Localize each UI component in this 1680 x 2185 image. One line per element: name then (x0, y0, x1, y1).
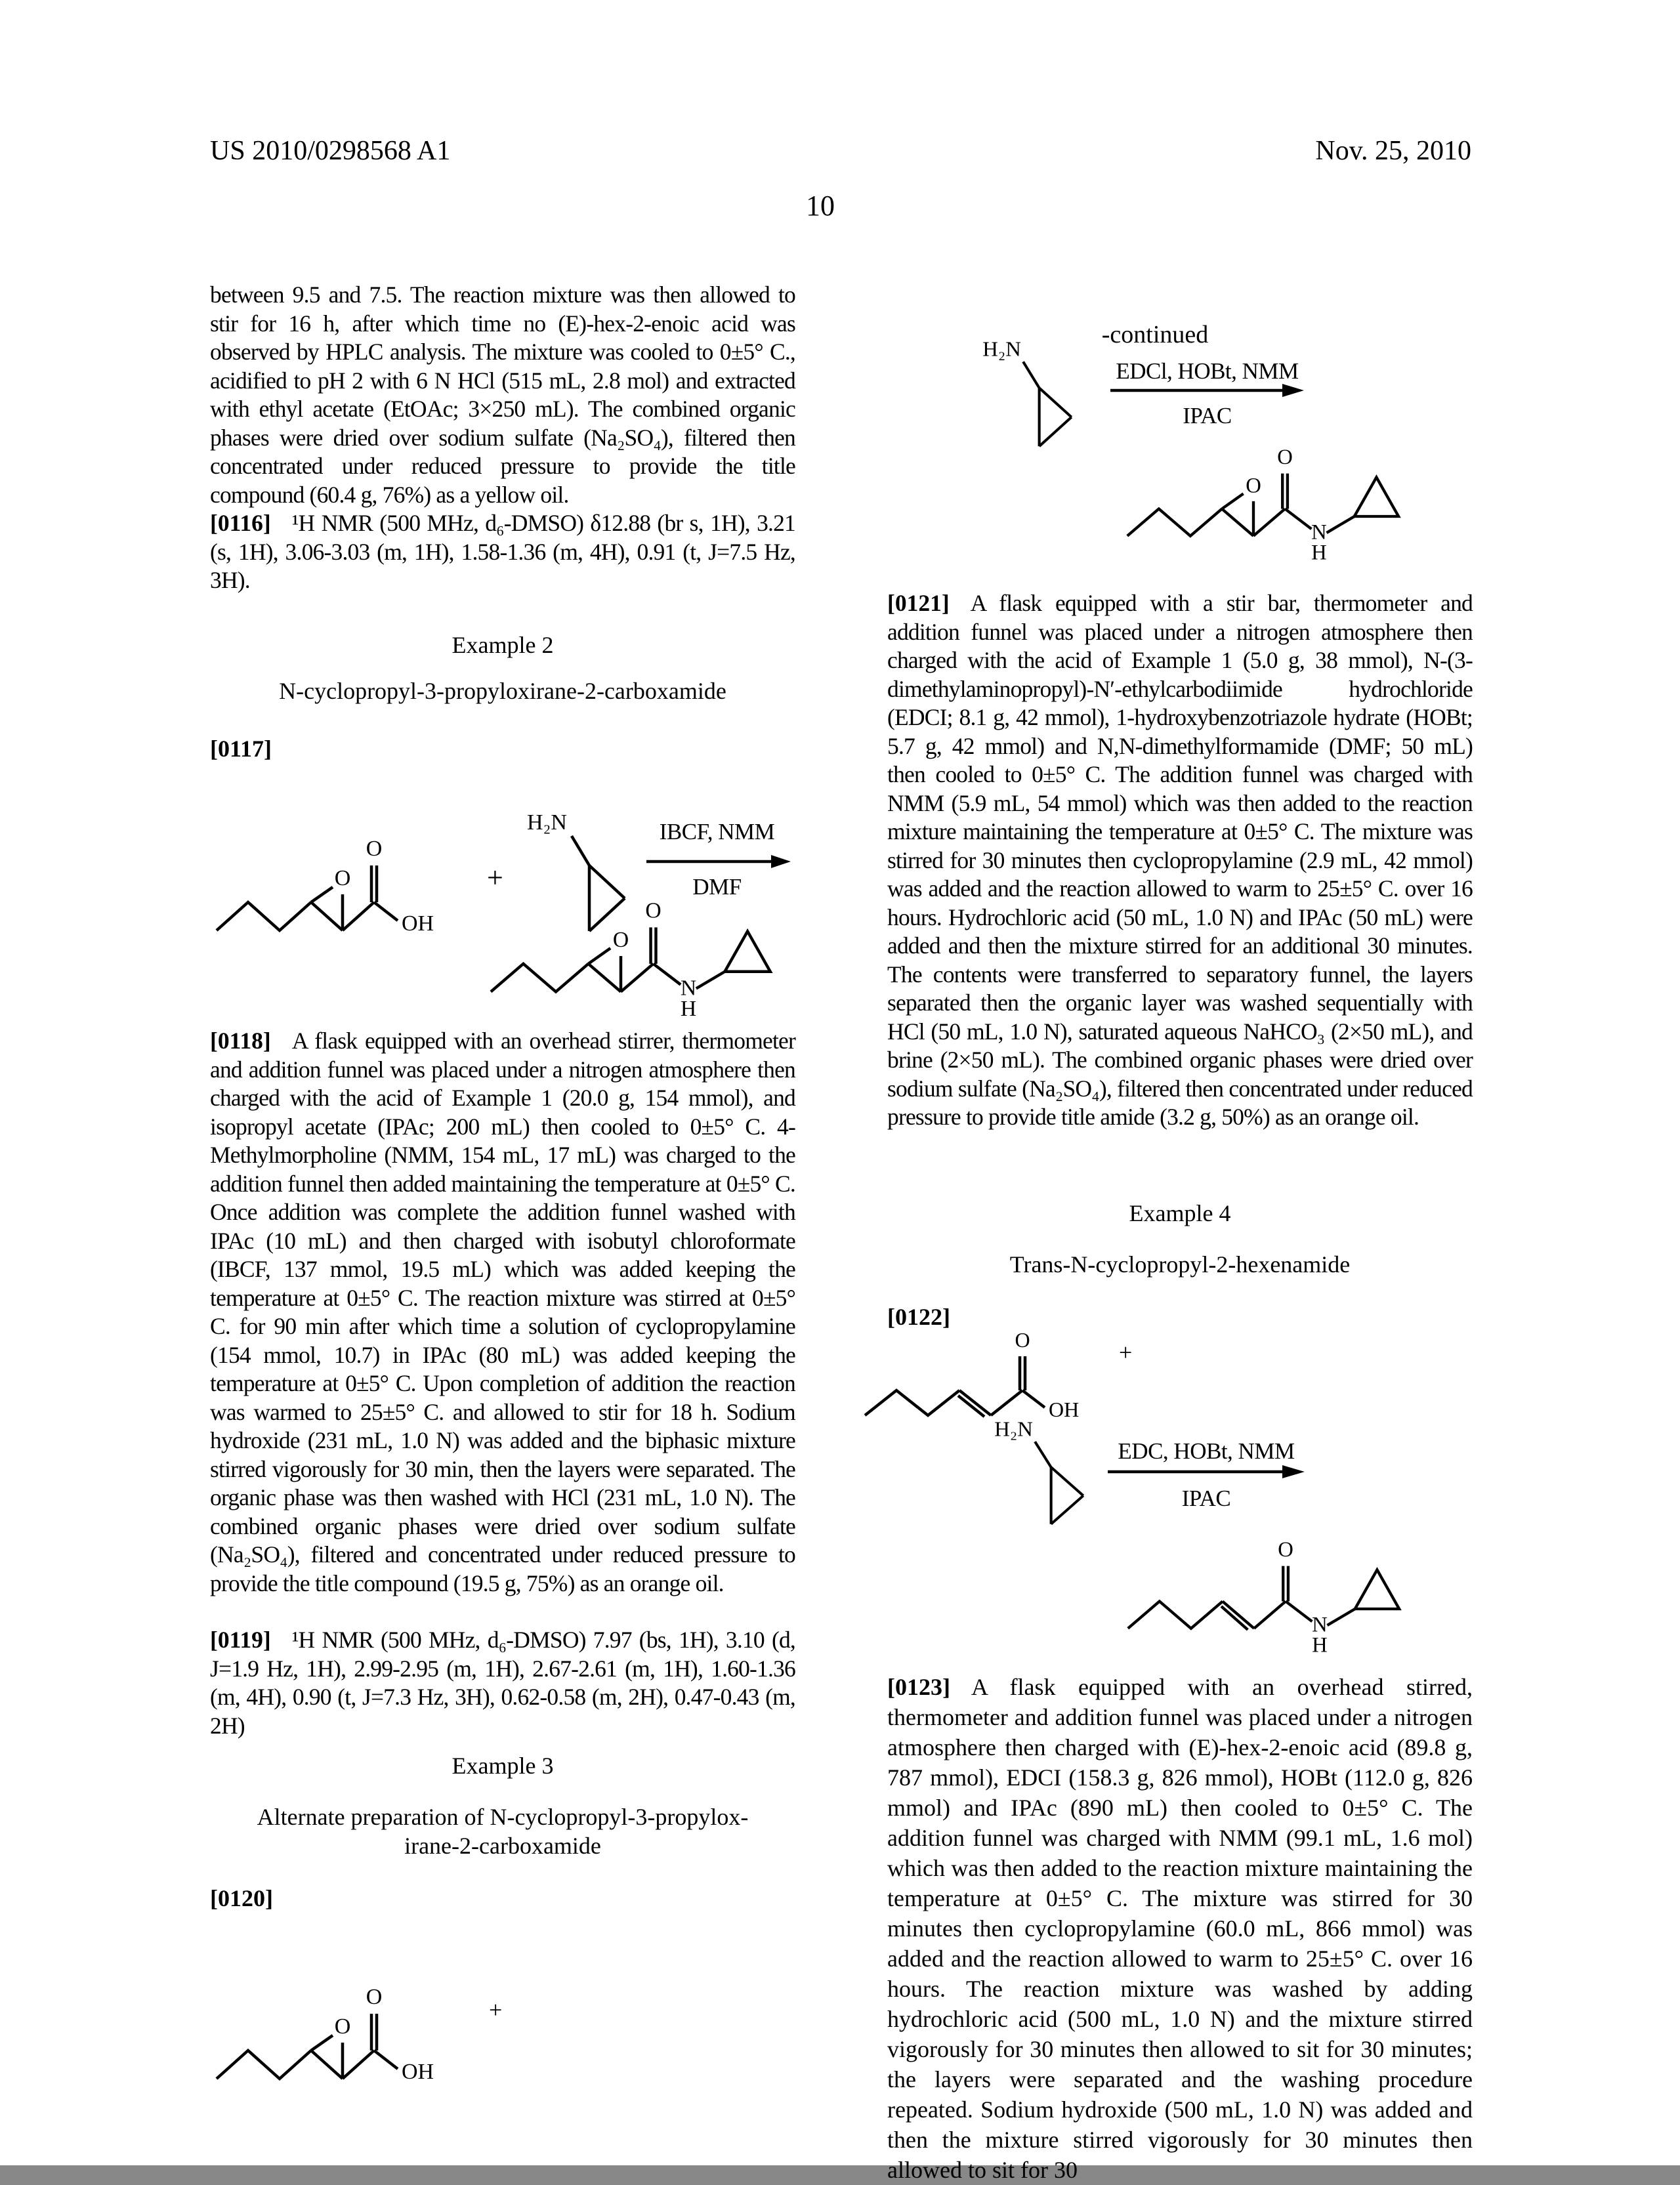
c-oh-bond (374, 902, 398, 921)
cyclopropane-ring (1354, 477, 1398, 516)
hydrogen-atom-label: H (1312, 1633, 1328, 1657)
cyclopropane-bond (1051, 1495, 1083, 1524)
example4-compound-title: Trans-N-cyclopropyl-2-hexenamide (1009, 1251, 1351, 1278)
n-c-bond (1327, 1609, 1354, 1625)
structure-cyclopropylamine (990, 1412, 1088, 1540)
propyl-chain-bond (491, 964, 589, 992)
structure-epoxide-amide (487, 886, 822, 1024)
nitrogen-atom-label: N (680, 976, 697, 1001)
n-c-bond (1035, 1442, 1051, 1467)
page-number: 10 (806, 190, 835, 222)
alkyl-chain-bond (865, 1390, 959, 1415)
reagents-above-arrow: IBCF, NMM (659, 819, 775, 844)
patent-number: US 2010/0298568 A1 (210, 136, 451, 166)
epoxide-cc-bond (588, 964, 621, 992)
epoxide-co-bond (588, 948, 610, 964)
paragraph-tag-0121: [0121] (887, 590, 950, 616)
reaction-arrow (646, 853, 791, 870)
n-c-bond (572, 836, 589, 865)
paragraph-tag-0123: [0123] (887, 1674, 950, 1700)
cyclopropane-bond (1040, 417, 1072, 446)
nmr-text-0116: ¹H NMR (500 MHz, d₆-DMSO) δ12.88 (br s, 1H), 3.21 (s, 1H), 3.06-3.03 (m, 1H), 1.58-1.36 (m, 4H), 0.91 (t, J=7.5 Hz, 3H). (210, 510, 795, 593)
procedure-text-0121: A flask equipped with a stir bar, thermometer and addition funnel was placed under a nitrogen atmosphere then charged with the acid of Example 1 (5.0 g, 38 mmol), N-(3-dimethylaminopropyl)-N′-ethylcarbodiimide hydrochloride (EDCI; 8.1 g, 42 mmol), 1-hydroxybenzotriazole hydrate (HOBt; 5.7 g, 42 mmol) and N,N-dimethylformamide (DMF; 50 mL) then cooled to 0±5° C. The addition funnel was charged with NMM (5.9 mL, 54 mmol) which was then added to the reaction mixture maintaining the temperature at 0±5° C. The mixture was stirred for 30 minutes then cyclopropylamine (2.9 mL, 42 mmol) was added and the reaction allowed to warm to 25±5° C. over 16 hours. Hydrochloric acid (50 mL, 1.0 N) and IPAc (50 mL) were added and then the mixture stirred for an additional 30 minutes. The contents were transferred to separatory funnel, the layers separated then the organic layer was washed sequentially with HCl (50 mL, 1.0 N), saturated aqueous NaHCO₃ (2×50 mL), and brine (2×50 mL). The combined organic phases were dried over sodium sulfate (Na₂SO₄), filtered then concentrated under reduced pressure to provide title amide (3.2 g, 50%) as an orange oil. (887, 590, 1473, 1130)
amine-label: H₂N (994, 1418, 1033, 1441)
cyclopropane-ring (724, 931, 770, 971)
hydroxyl-label: OH (402, 2060, 434, 2084)
structure-epoxide-acid (211, 802, 474, 956)
reagents-above-arrow: EDC, HOBt, NMM (1118, 1438, 1295, 1464)
oxygen-atom-label: O (1277, 446, 1293, 470)
continued-label: -continued (1101, 321, 1209, 348)
arrow-head (1282, 384, 1304, 397)
solvent-below-arrow: IPAC (1181, 1486, 1231, 1511)
oxygen-atom-label: O (1015, 1328, 1030, 1352)
procedure-text-0123: A flask equipped with an overhead stirred, thermometer and addition funnel was placed under a nitrogen atmosphere then charged with (E)-hex-2-enoic acid (89.8 g, 787 mmol), EDCI (158.3 g, 826 mmol), HOBt (112.0 g, 826 mmol) and IPAc (890 mL) then cooled to 0±5° C. The addition funnel was charged with NMM (99.1 mL, 1.6 mol) which was then added to the reaction mixture maintaining the temperature at 0±5° C. The mixture was stirred for 30 minutes then cyclopropylamine (60.0 mL, 866 mmol) was added and the reaction allowed to warm to 25±5° C. over 16 hours. The reaction mixture was washed by adding hydrochloric acid (500 mL, 1.0 N) and the mixture stirred vigorously for 30 minutes then allowed to sit for 30 minutes; the layers were separated and the washing procedure repeated. Sodium hydroxide (500 mL, 1.0 N) was added and then the mixture stirred vigorously for 30 minutes then allowed to sit for 30 (887, 1674, 1473, 2183)
reagents-above-arrow: EDCl, HOBt, NMM (1116, 358, 1299, 384)
hydroxyl-label: OH (1049, 1398, 1080, 1421)
example2-compound-title: N-cyclopropyl-3-propyloxirane-2-carboxamide (279, 678, 726, 704)
epoxide-cc-bond (311, 2050, 343, 2079)
reaction-arrow (1108, 1463, 1305, 1480)
arrow-head (771, 855, 791, 868)
paragraph-continuation (210, 281, 795, 595)
hydrogen-atom-label: H (680, 997, 697, 1022)
cyclopropane-ring (1355, 1570, 1399, 1609)
paragraph-tag-0122: [0122] (887, 1304, 950, 1330)
paragraph-0118 (210, 1027, 795, 1598)
c-oh-bond (374, 2050, 398, 2069)
n-c-bond (696, 972, 725, 989)
propyl-chain-bond (217, 902, 311, 930)
plus-sign: + (489, 1997, 503, 2023)
nitrogen-atom-label: N (1312, 1613, 1328, 1637)
oxygen-atom-label: O (334, 866, 351, 890)
structure-epoxide-amide (1124, 433, 1448, 567)
arrow-head (1282, 1465, 1305, 1478)
amine-label: H₂N (527, 810, 567, 835)
paragraph-tag-0117: [0117] (210, 736, 272, 762)
cc-bond (343, 902, 374, 930)
structure-cyclopropylamine (978, 331, 1076, 463)
structure-epoxide-acid (211, 1950, 474, 2104)
paragraph-tag-0120: [0120] (210, 1885, 273, 1911)
alkene-bond (959, 1390, 991, 1415)
hydroxyl-label: OH (402, 911, 434, 936)
example3-title-line2: irane-2-carboxamide (404, 1833, 601, 1859)
cyclopropane-bond (1051, 1467, 1083, 1495)
c-n-bond (1285, 509, 1311, 529)
c-n-bond (654, 964, 681, 985)
publication-date: Nov. 25, 2010 (1315, 136, 1471, 166)
alkene-bond (1223, 1601, 1254, 1628)
hydrogen-atom-label: H (1311, 541, 1327, 565)
example2-heading: Example 2 (452, 632, 554, 658)
body-text: between 9.5 and 7.5. The reaction mixture was then allowed to stir for 16 h, after which time no (E)-hex-2-enoic acid was observed by HPLC analysis. The mixture was cooled to 0±5° C., acidified to pH 2 with 6 N HCl (515 mL, 2.8 mol) and extracted with ethyl acetate (EtOAc; 3×250 mL). The combined organic phases were dried over sodium sulfate (Na₂SO₄), filtered then concentrated under reduced pressure to provide the title compound (60.4 g, 76%) as a yellow oil. (210, 281, 795, 508)
epoxide-cc-bond (1222, 509, 1253, 535)
example3-heading: Example 3 (452, 1753, 554, 1779)
oxygen-atom-label: O (366, 837, 383, 861)
epoxide-co-bond (1222, 493, 1244, 509)
oxygen-atom-label: O (645, 898, 662, 923)
plus-sign: + (1119, 1339, 1133, 1365)
nitrogen-atom-label: N (1311, 520, 1327, 545)
reaction-arrow (1110, 382, 1304, 399)
paragraph-0121 (887, 589, 1473, 1132)
oxygen-atom-label: O (612, 928, 629, 953)
propyl-chain-bond (217, 2050, 311, 2079)
paragraph-0116 (210, 509, 795, 595)
n-c-bond (1023, 362, 1040, 388)
procedure-text-0118: A flask equipped with an overhead stirrer, thermometer and addition funnel was placed under a nitrogen atmosphere then charged with the acid of Example 1 (20.0 g, 154 mmol), and isopropyl acetate (IPAc; 200 mL) then cooled to 0±5° C. 4-Methylmorpholine (NMM, 154 mL, 17 mL) was charged to the addition funnel then added maintaining the temperature at 0±5° C. Once addition was complete the addition funnel washed with IPAc (10 mL) and then charged with isobutyl chloroformate (IBCF, 137 mmol, 19.5 mL) which was added keeping the temperature at 0±5° C. The reaction mixture was stirred at 0±5° C. for 90 min after which time a solution of cyclopropylamine (154 mmol, 10.7) in IPAc (80 mL) was added keeping the temperature at 0±5° C. Upon completion of addition the reaction was warmed to 25±5° C. and allowed to stir for 18 h. Sodium hydroxide (231 mL, 1.0 N) was added and the biphasic mixture stirred vigorously for 30 min, then the layers were separated. The organic phase was then washed with HCl (231 mL, 1.0 N). The combined organic phases were dried over sodium sulfate (Na₂SO₄), filtered and concentrated under reduced pressure to provide the title compound (19.5 g, 75%) as an orange oil. (210, 1028, 795, 1596)
epoxide-co-bond (311, 2035, 333, 2050)
plus-sign: + (487, 862, 503, 894)
cc-bond (343, 2050, 374, 2079)
paragraph-0119 (210, 1626, 795, 1740)
oxygen-atom-label: O (366, 1985, 383, 2009)
cc-bond (1254, 1601, 1286, 1628)
epoxide-cc-bond (311, 902, 343, 930)
structure-hexenoic-acid (860, 1309, 1089, 1427)
oxygen-atom-label: O (1246, 474, 1261, 498)
paragraph-tag-0116: [0116] (210, 510, 271, 536)
alkyl-chain-bond (1128, 1601, 1223, 1628)
c-n-bond (1286, 1601, 1312, 1621)
epoxide-co-bond (311, 887, 333, 902)
paragraph-tag-0118: [0118] (210, 1028, 271, 1054)
propyl-chain-bond (1127, 509, 1222, 535)
paragraph-tag-0119: [0119] (210, 1627, 271, 1653)
solvent-below-arrow: DMF (692, 874, 742, 900)
example3-title-line1: Alternate preparation of N-cyclopropyl-3-propylox- (257, 1804, 749, 1830)
cc-bond (1253, 509, 1285, 535)
example4-heading: Example 4 (1129, 1200, 1231, 1226)
paragraph-0123 (887, 1672, 1473, 2185)
cc-bond (621, 964, 654, 992)
solvent-below-arrow: IPAC (1183, 403, 1232, 428)
oxygen-atom-label: O (1278, 1538, 1293, 1562)
c-oh-bond (1022, 1390, 1045, 1407)
n-c-bond (1326, 516, 1354, 533)
structure-hexenamide (1124, 1526, 1449, 1659)
amine-label: H₂N (982, 337, 1021, 361)
oxygen-atom-label: O (334, 2014, 351, 2039)
cyclopropane-bond (1040, 388, 1072, 417)
nmr-text-0119: ¹H NMR (500 MHz, d₆-DMSO) 7.97 (bs, 1H), 3.10 (d, J=1.9 Hz, 1H), 2.99-2.95 (m, 1H), 2.67-2.61 (m, 1H), 1.60-1.36 (m, 4H), 0.90 (t, J=7.3 Hz, 3H), 0.62-0.58 (m, 2H), 0.47-0.43 (m, 2H) (210, 1627, 795, 1739)
